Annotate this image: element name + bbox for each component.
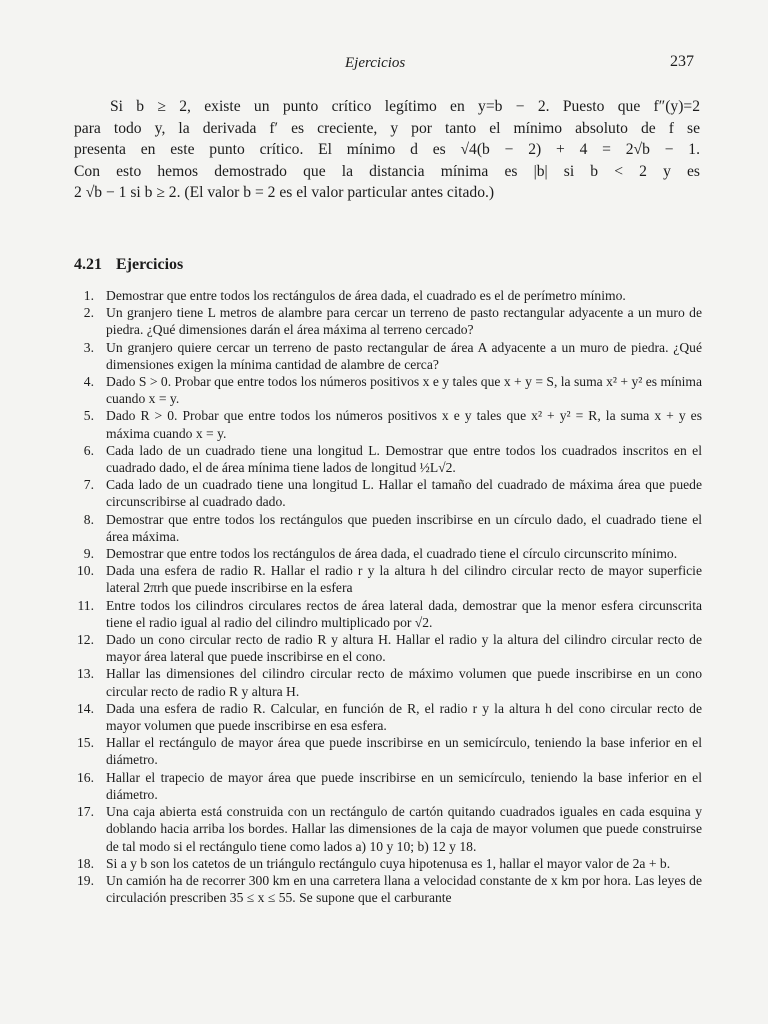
- exercise-text: Un granjero quiere cercar un terreno de pasto rectangular de área A adyacente a un muro de piedra. ¿Qué dimensiones exigen la mínima cantidad de alambre de cerca?: [106, 339, 702, 372]
- page-header: [0, 52, 768, 76]
- exercise-number: 11.: [77, 597, 94, 613]
- exercise-text: Dado R > 0. Probar que entre todos los números positivos x e y tales que x² + y² = R, la suma x + y es máxima cuando x = y.: [106, 408, 702, 441]
- exercise-number: 10.: [77, 563, 94, 579]
- exercise-number: 18.: [77, 855, 94, 871]
- exercise-text: Cada lado de un cuadrado tiene una longitud L. Hallar el tamaño del cuadrado de máxima área que puede circunscribirse al cuadrado dado.: [106, 477, 702, 510]
- exercise-item: [74, 665, 702, 699]
- exercise-number: 2.: [83, 305, 94, 321]
- exercise-number: 17.: [77, 804, 94, 820]
- exercise-number: 7.: [83, 477, 94, 493]
- exercise-text: Hallar las dimensiones del cilindro circular recto de máximo volumen que puede inscribirse en un cono circular recto de radio R y altura H.: [106, 666, 702, 699]
- intro-line: presenta en este punto crítico. El mínimo d es √4(b − 2) + 4 = 2√b − 1.: [74, 141, 700, 158]
- exercise-item: [74, 476, 702, 510]
- exercise-number: 6.: [83, 442, 94, 458]
- exercise-text: Una caja abierta está construida con un rectángulo de cartón quitando cuadrados iguales en cada esquina y doblando hacia arriba los bordes. Hallar las dimensiones de la caja de mayor volumen que puede construirse de tal modo si el rectángulo tiene como lados a) 10 y 10; b) 12 y 18.: [106, 804, 702, 854]
- exercise-item: [74, 442, 702, 476]
- intro-line: Con esto hemos demostrado que la distancia mínima es |b| si b < 2 y es: [74, 162, 700, 180]
- exercise-item: [74, 597, 702, 631]
- exercise-text: Entre todos los cilindros circulares rectos de área lateral dada, demostrar que la menor esfera circunscrita tiene el radio igual al radio del cilindro multiplicado por √2.: [106, 597, 702, 630]
- section-number: 4.21: [74, 256, 102, 273]
- section-title: Ejercicios: [116, 256, 184, 273]
- exercise-text: Un camión ha de recorrer 300 km en una carretera llana a velocidad constante de x km por hora. Las leyes de circulación prescriben 35 ≤ x ≤ 55. Se supone que el carburante: [106, 872, 702, 906]
- page-number: 237: [670, 53, 694, 70]
- running-title: Ejercicios: [345, 55, 406, 71]
- exercise-item: [74, 511, 702, 545]
- exercise-number: 16.: [77, 769, 94, 785]
- exercise-text: Un granjero tiene L metros de alambre para cercar un terreno de pasto rectangular adyacente a un muro de piedra. ¿Qué dimensiones darán el área máxima al terreno cercado?: [106, 305, 702, 338]
- exercise-text: Dada una esfera de radio R. Hallar el radio r y la altura h del cilindro circular recto de mayor superficie lateral 2πrh que puede inscribirse en la esfera: [106, 563, 702, 596]
- exercise-text: Si a y b son los catetos de un triángulo rectángulo cuya hipotenusa es 1, hallar el mayor valor de 2a + b.: [106, 855, 671, 871]
- exercise-item: [74, 872, 702, 906]
- exercise-text: Dado S > 0. Probar que entre todos los números positivos x e y tales que x + y = S, la suma x² + y² es mínima cuando x = y.: [106, 374, 702, 407]
- intro-line: 2 √b − 1 si b ≥ 2. (El valor b = 2 es el valor particular antes citado.): [74, 184, 495, 201]
- exercise-number: 15.: [77, 735, 94, 751]
- exercise-item: [74, 545, 702, 562]
- exercise-text: Hallar el trapecio de mayor área que puede inscribirse en un semicírculo, teniendo la base inferior en el diámetro.: [106, 769, 702, 802]
- intro-paragraph: [74, 96, 700, 204]
- exercise-number: 1.: [83, 288, 94, 303]
- exercise-number: 5.: [83, 408, 94, 424]
- exercise-number: 14.: [77, 700, 94, 716]
- exercise-number: 9.: [83, 546, 94, 562]
- exercise-item: [74, 339, 702, 373]
- exercise-item: [74, 562, 702, 596]
- exercise-item: [74, 373, 702, 407]
- exercise-number: 13.: [77, 666, 94, 682]
- exercise-item: [74, 769, 702, 803]
- exercise-text: Dado un cono circular recto de radio R y altura H. Hallar el radio y la altura del cilindro circular recto de mayor área lateral que puede inscribirse en el cono.: [106, 632, 702, 665]
- exercise-text: Demostrar que entre todos los rectángulos que pueden inscribirse en un círculo dado, el cuadrado tiene el área máxima.: [106, 511, 702, 544]
- exercise-number: 3.: [83, 339, 94, 355]
- intro-line: Si b ≥ 2, existe un punto crítico legítimo en y=b − 2. Puesto que f″(y)=2: [110, 98, 700, 115]
- exercise-item: [74, 287, 702, 304]
- exercise-item: [74, 700, 702, 734]
- exercise-number: 8.: [83, 511, 94, 527]
- exercise-list: [74, 287, 702, 906]
- exercise-text: Hallar el rectángulo de mayor área que puede inscribirse en un semicírculo, teniendo la base inferior en el diámetro.: [106, 735, 702, 768]
- exercise-item: [74, 803, 702, 855]
- section-heading: [74, 256, 183, 274]
- exercise-item: [74, 407, 702, 441]
- intro-line: para todo y, la derivada f′ es creciente, y por tanto el mínimo absoluto de f se: [74, 119, 700, 137]
- exercise-item: [74, 631, 702, 665]
- exercise-text: Demostrar que entre todos los rectángulos de área dada, el cuadrado es el de perímetro mínimo.: [106, 288, 626, 303]
- exercise-number: 4.: [83, 374, 94, 390]
- exercise-number: 12.: [77, 632, 94, 648]
- exercise-item: [74, 734, 702, 768]
- exercise-text: Demostrar que entre todos los rectángulos de área dada, el cuadrado tiene el círculo circunscrito mínimo.: [106, 546, 678, 562]
- exercise-item: [74, 855, 702, 872]
- exercise-text: Dada una esfera de radio R. Calcular, en función de R, el radio r y la altura h del cono circular recto de mayor volumen que puede inscribirse en esa esfera.: [106, 700, 702, 734]
- exercise-item: [74, 304, 702, 338]
- exercise-text: Cada lado de un cuadrado tiene una longitud L. Demostrar que entre todos los cuadrados inscritos en el cuadrado dado, el de área mínima tiene lados de longitud ½L√2.: [106, 442, 702, 476]
- exercise-number: 19.: [77, 872, 94, 888]
